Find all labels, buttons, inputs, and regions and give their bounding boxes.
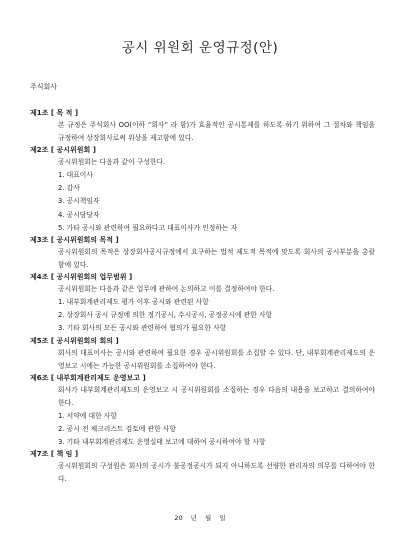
article-heading: 제3조 [ 공시위원회의 목적 ] (30, 236, 119, 245)
list-item: 1. 내부회계관리제도 평가 이후 공시와 관련된 사항 (58, 298, 209, 307)
company-name: 주식회사 (30, 83, 58, 91)
article-6 (30, 373, 375, 450)
article-2 (30, 145, 375, 235)
list-item: 4. 공시담당자 (58, 210, 100, 219)
list-item: 3. 공시책임자 (58, 197, 100, 206)
article-4 (30, 272, 375, 336)
article-heading: 제1조 [ 목 적 ] (30, 109, 79, 117)
list-item: 2. 상장회사 공시 규정에 의한 정기공시, 수시공시, 공정공시에 관한 사항 (58, 311, 273, 320)
article-heading: 제4조 [ 공시위원회의 업무범위 ] (30, 273, 133, 282)
article-paragraph: 공시위원회의 구성원은 회사의 공시가 불공정공시가 되지 아니하도록 선량한 관리자의 의무를 다하여야 한다. (58, 462, 375, 484)
list-item: 1. 서약에 대한 사항 (58, 411, 117, 420)
article-paragraph: 공시위원회의 목적은 상장회사공시규정에서 요구하는 법적 제도적 목적에 맞도록 회사의 공시부분을 총괄함에 있다. (58, 248, 375, 270)
article-paragraph: 회사가 내부회계관리제도의 운영보고 시 공시위원회를 소집하는 경우 다음의 내용을 보고하고 결의하여야 한다. (58, 385, 375, 407)
article-1 (30, 108, 375, 145)
article-heading: 제2조 [ 공시위원회 ] (30, 146, 96, 154)
list-item: 2. 공시 전 체크리스트 검토에 관한 사항 (58, 424, 176, 433)
document-title: 공시 위원회 운영규정(안) (121, 40, 279, 56)
article-heading: 제6조 [ 내부회계관리제도 운영보고 ] (30, 373, 146, 382)
signature-date: 20 년 월 일 (174, 514, 226, 522)
article-paragraph: 공시위원회는 다음과 같이 구성한다. (58, 158, 166, 166)
article-7 (30, 449, 375, 486)
article-5 (30, 336, 375, 373)
article-heading: 제5조 [ 공시위원회의 회의 ] (30, 336, 119, 345)
list-item: 1. 대표이사 (58, 171, 93, 179)
list-item: 3. 기타 내부회계관리제도 운영실태 보고에 대하여 공시하여야 할 사항 (58, 438, 266, 447)
article-paragraph: 회사의 대표이사는 공시와 관련하여 필요한 경우 공시위원회를 소집할 수 있다. 단, 내부회계관리제도의 운영보고 시에는 가능한 공시위원회를 소집하여야 한다. (58, 348, 375, 370)
articles (30, 108, 375, 486)
list-item: 3. 기타 회사의 모든 공시와 관련하여 협의가 필요한 사항 (58, 324, 227, 333)
article-heading: 제7조 [ 책 임 ] (30, 450, 79, 459)
list-item: 2. 감사 (58, 184, 80, 193)
article-paragraph: 본 규정은 주식회사 OO(이하 “회사” 라 함)가 효율적인 공시통제를 하도록 하기 위하여 그 절차와 책임을 규정하여 상장회사로써 위상을 제고함에 있다. (58, 121, 375, 142)
article-paragraph: 공시위원회는 다음과 같은 업무에 관하여 논의하고 이를 결정하여야 한다. (58, 285, 275, 294)
article-3 (30, 235, 375, 272)
list-item: 5. 가타 공시와 관련하여 필요하다고 대표이사가 인정하는 자 (58, 223, 238, 232)
